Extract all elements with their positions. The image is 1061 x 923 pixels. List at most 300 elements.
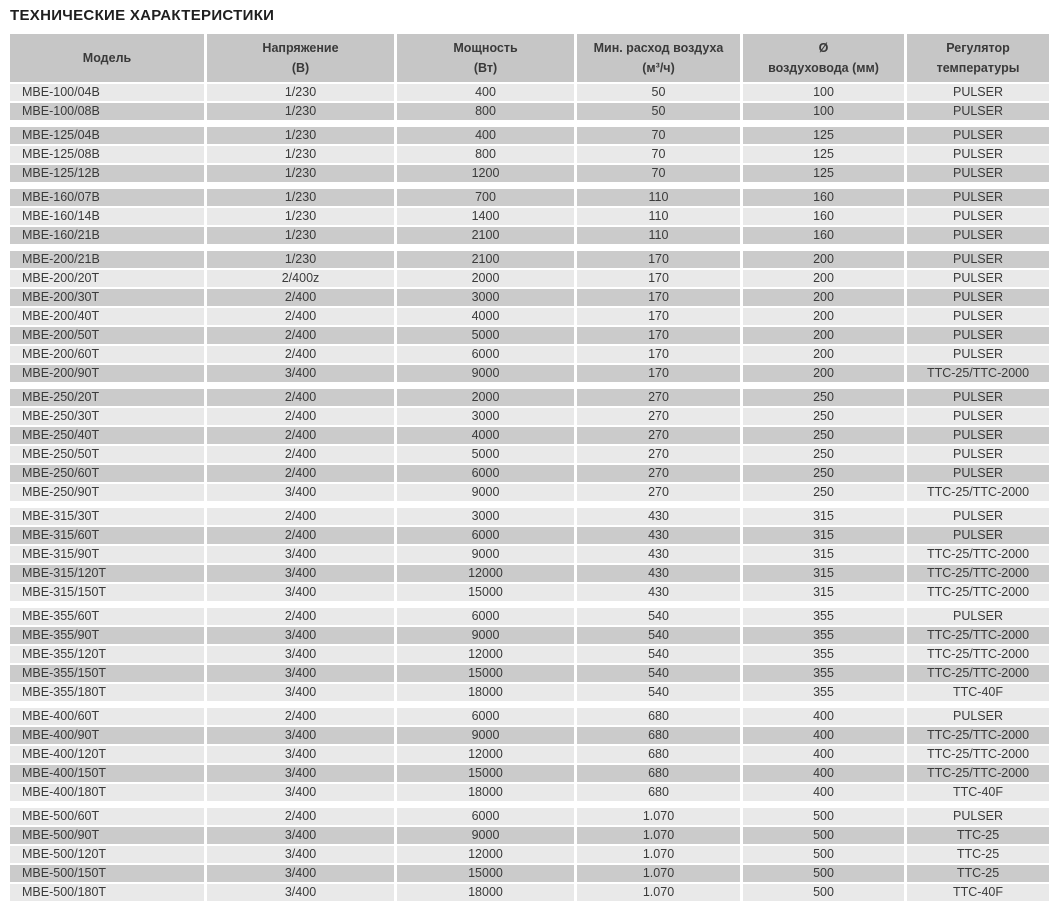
cell-power: 15000 [397,865,574,882]
cell-airflow: 680 [577,784,740,801]
cell-voltage: 2/400 [207,608,394,625]
cell-diameter: 200 [743,308,904,325]
cell-power: 18000 [397,884,574,901]
model-group-MBE-355 [10,608,1050,701]
cell-regulator: TTC-25/TTC-2000 [907,627,1049,644]
cell-airflow: 110 [577,208,740,225]
cell-regulator: TTC-25/TTC-2000 [907,727,1049,744]
table-row [10,846,1050,863]
cell-airflow: 540 [577,684,740,701]
cell-regulator: TTC-25/TTC-2000 [907,665,1049,682]
cell-diameter: 355 [743,627,904,644]
cell-voltage: 1/230 [207,227,394,244]
cell-regulator: PULSER [907,165,1049,182]
cell-power: 2000 [397,389,574,406]
table-row [10,84,1050,101]
page-title: ТЕХНИЧЕСКИЕ ХАРАКТЕРИСТИКИ [10,7,275,24]
cell-voltage: 1/230 [207,146,394,163]
cell-regulator: TTC-25/TTC-2000 [907,365,1049,382]
cell-model: MBE-500/150T [10,865,204,882]
cell-airflow: 170 [577,289,740,306]
cell-regulator: TTC-40F [907,884,1049,901]
cell-diameter: 250 [743,427,904,444]
cell-power: 400 [397,127,574,144]
cell-airflow: 110 [577,227,740,244]
cell-voltage: 2/400 [207,408,394,425]
cell-regulator: TTC-25 [907,827,1049,844]
cell-diameter: 500 [743,884,904,901]
cell-airflow: 270 [577,389,740,406]
cell-diameter: 500 [743,827,904,844]
table-row [10,127,1050,144]
cell-model: MBE-400/60T [10,708,204,725]
cell-airflow: 680 [577,765,740,782]
cell-airflow: 540 [577,665,740,682]
cell-diameter: 250 [743,408,904,425]
cell-model: MBE-315/30T [10,508,204,525]
column-header-line: (Вт) [473,61,498,75]
cell-model: MBE-200/20T [10,270,204,287]
model-group-MBE-160 [10,189,1050,244]
cell-regulator: PULSER [907,708,1049,725]
cell-diameter: 200 [743,365,904,382]
cell-power: 9000 [397,484,574,501]
cell-model: MBE-200/50T [10,327,204,344]
table-header [10,34,1050,82]
cell-diameter: 315 [743,508,904,525]
cell-diameter: 200 [743,327,904,344]
cell-airflow: 540 [577,608,740,625]
cell-voltage: 3/400 [207,846,394,863]
cell-model: MBE-100/08B [10,103,204,120]
table-row [10,708,1050,725]
cell-airflow: 270 [577,446,740,463]
cell-power: 15000 [397,765,574,782]
table-row [10,146,1050,163]
cell-airflow: 170 [577,346,740,363]
cell-regulator: PULSER [907,251,1049,268]
cell-diameter: 160 [743,208,904,225]
cell-airflow: 1.070 [577,865,740,882]
model-group-MBE-125 [10,127,1050,182]
cell-regulator: TTC-25/TTC-2000 [907,765,1049,782]
cell-power: 1200 [397,165,574,182]
column-header-voltage [207,34,394,82]
cell-voltage: 2/400 [207,446,394,463]
cell-regulator: PULSER [907,270,1049,287]
cell-model: MBE-125/08B [10,146,204,163]
table-row [10,365,1050,382]
table-row [10,565,1050,582]
cell-voltage: 1/230 [207,127,394,144]
cell-power: 2100 [397,227,574,244]
cell-voltage: 1/230 [207,103,394,120]
cell-voltage: 3/400 [207,665,394,682]
cell-model: MBE-250/90T [10,484,204,501]
cell-airflow: 1.070 [577,827,740,844]
cell-model: MBE-400/90T [10,727,204,744]
cell-model: MBE-315/150T [10,584,204,601]
table-row [10,427,1050,444]
cell-airflow: 270 [577,465,740,482]
cell-airflow: 1.070 [577,884,740,901]
cell-airflow: 170 [577,270,740,287]
cell-voltage: 2/400 [207,327,394,344]
column-header-line: Регулятор [946,41,1010,55]
cell-model: MBE-500/120T [10,846,204,863]
cell-voltage: 3/400 [207,627,394,644]
column-header-line: (м³/ч) [642,61,675,75]
cell-model: MBE-250/40T [10,427,204,444]
cell-regulator: PULSER [907,327,1049,344]
cell-diameter: 250 [743,484,904,501]
cell-diameter: 160 [743,189,904,206]
cell-voltage: 1/230 [207,165,394,182]
cell-model: MBE-100/04B [10,84,204,101]
cell-airflow: 540 [577,627,740,644]
cell-airflow: 1.070 [577,808,740,825]
model-group-MBE-315 [10,508,1050,601]
column-header-line: Ø [818,41,829,55]
cell-model: MBE-200/90T [10,365,204,382]
table-row [10,346,1050,363]
table-row [10,327,1050,344]
cell-voltage: 2/400 [207,508,394,525]
model-group-MBE-250 [10,389,1050,501]
cell-diameter: 315 [743,584,904,601]
cell-power: 5000 [397,327,574,344]
cell-diameter: 125 [743,165,904,182]
cell-model: MBE-125/12B [10,165,204,182]
cell-diameter: 355 [743,608,904,625]
cell-voltage: 3/400 [207,484,394,501]
column-header-line: Модель [82,51,132,65]
cell-diameter: 400 [743,765,904,782]
cell-diameter: 160 [743,227,904,244]
cell-model: MBE-500/90T [10,827,204,844]
cell-regulator: PULSER [907,103,1049,120]
cell-diameter: 250 [743,465,904,482]
cell-diameter: 100 [743,84,904,101]
cell-voltage: 1/230 [207,84,394,101]
cell-voltage: 2/400 [207,427,394,444]
cell-power: 9000 [397,727,574,744]
cell-airflow: 430 [577,565,740,582]
cell-voltage: 3/400 [207,546,394,563]
cell-power: 12000 [397,846,574,863]
table-row [10,465,1050,482]
column-header-line: Мин. расход воздуха [593,41,724,55]
cell-airflow: 1.070 [577,846,740,863]
cell-power: 15000 [397,584,574,601]
cell-power: 800 [397,146,574,163]
cell-voltage: 2/400 [207,389,394,406]
cell-airflow: 270 [577,427,740,444]
column-header-line: Мощность [453,41,518,55]
cell-model: MBE-160/14B [10,208,204,225]
cell-model: MBE-355/150T [10,665,204,682]
cell-diameter: 355 [743,665,904,682]
cell-airflow: 430 [577,527,740,544]
table-row [10,865,1050,882]
cell-power: 9000 [397,546,574,563]
cell-regulator: PULSER [907,389,1049,406]
table-row [10,627,1050,644]
table-row [10,546,1050,563]
cell-regulator: PULSER [907,227,1049,244]
cell-airflow: 430 [577,546,740,563]
cell-diameter: 200 [743,251,904,268]
model-group-MBE-100 [10,84,1050,120]
cell-airflow: 170 [577,365,740,382]
cell-model: MBE-250/20T [10,389,204,406]
cell-airflow: 430 [577,584,740,601]
cell-voltage: 3/400 [207,827,394,844]
cell-power: 400 [397,84,574,101]
cell-model: MBE-200/30T [10,289,204,306]
table-row [10,684,1050,701]
cell-regulator: PULSER [907,208,1049,225]
cell-voltage: 2/400 [207,808,394,825]
table-row [10,884,1050,901]
cell-regulator: PULSER [907,289,1049,306]
table-row [10,608,1050,625]
table-row [10,484,1050,501]
cell-power: 2000 [397,270,574,287]
model-group-MBE-500 [10,808,1050,901]
table-row [10,103,1050,120]
cell-airflow: 170 [577,308,740,325]
cell-model: MBE-400/120T [10,746,204,763]
model-group-MBE-400 [10,708,1050,801]
table-row [10,808,1050,825]
cell-model: MBE-315/60T [10,527,204,544]
cell-airflow: 680 [577,727,740,744]
cell-diameter: 355 [743,684,904,701]
table-row [10,189,1050,206]
cell-voltage: 3/400 [207,684,394,701]
cell-voltage: 3/400 [207,865,394,882]
cell-power: 6000 [397,527,574,544]
cell-model: MBE-200/60T [10,346,204,363]
column-header-regulator [907,34,1049,82]
cell-voltage: 3/400 [207,784,394,801]
cell-voltage: 1/230 [207,251,394,268]
cell-power: 3000 [397,289,574,306]
cell-diameter: 400 [743,784,904,801]
cell-power: 6000 [397,608,574,625]
cell-diameter: 315 [743,527,904,544]
cell-power: 4000 [397,308,574,325]
cell-regulator: PULSER [907,508,1049,525]
table-row [10,784,1050,801]
cell-diameter: 315 [743,565,904,582]
cell-regulator: PULSER [907,808,1049,825]
cell-diameter: 355 [743,646,904,663]
cell-diameter: 400 [743,708,904,725]
cell-diameter: 315 [743,546,904,563]
column-header-airflow [577,34,740,82]
cell-model: MBE-315/90T [10,546,204,563]
cell-airflow: 540 [577,646,740,663]
cell-airflow: 70 [577,127,740,144]
cell-voltage: 2/400 [207,708,394,725]
column-header-line: воздуховода (мм) [768,61,879,75]
cell-regulator: TTC-25/TTC-2000 [907,484,1049,501]
cell-model: MBE-500/180T [10,884,204,901]
table-row [10,446,1050,463]
cell-model: MBE-400/180T [10,784,204,801]
cell-power: 6000 [397,346,574,363]
cell-power: 6000 [397,808,574,825]
cell-diameter: 500 [743,846,904,863]
cell-regulator: PULSER [907,189,1049,206]
cell-regulator: PULSER [907,408,1049,425]
cell-model: MBE-355/120T [10,646,204,663]
cell-regulator: TTC-25 [907,865,1049,882]
cell-regulator: TTC-25/TTC-2000 [907,565,1049,582]
cell-airflow: 50 [577,84,740,101]
cell-model: MBE-355/180T [10,684,204,701]
cell-voltage: 3/400 [207,765,394,782]
cell-model: MBE-125/04B [10,127,204,144]
table-row [10,646,1050,663]
cell-airflow: 70 [577,165,740,182]
cell-power: 12000 [397,746,574,763]
cell-power: 2100 [397,251,574,268]
table-body [10,84,1050,901]
cell-power: 700 [397,189,574,206]
cell-voltage: 2/400 [207,289,394,306]
cell-airflow: 170 [577,251,740,268]
cell-model: MBE-315/120T [10,565,204,582]
cell-airflow: 270 [577,408,740,425]
column-header-power [397,34,574,82]
cell-power: 3000 [397,408,574,425]
cell-power: 15000 [397,665,574,682]
cell-regulator: PULSER [907,527,1049,544]
table-row [10,270,1050,287]
table-row [10,251,1050,268]
table-row [10,584,1050,601]
cell-diameter: 400 [743,727,904,744]
cell-diameter: 200 [743,346,904,363]
cell-model: MBE-160/21B [10,227,204,244]
cell-power: 9000 [397,365,574,382]
cell-regulator: PULSER [907,127,1049,144]
cell-diameter: 250 [743,389,904,406]
cell-power: 1400 [397,208,574,225]
cell-power: 6000 [397,465,574,482]
column-header-model [10,34,204,82]
table-row [10,165,1050,182]
cell-diameter: 200 [743,270,904,287]
cell-model: MBE-500/60T [10,808,204,825]
cell-regulator: PULSER [907,446,1049,463]
cell-regulator: TTC-25/TTC-2000 [907,584,1049,601]
cell-voltage: 3/400 [207,565,394,582]
cell-diameter: 500 [743,808,904,825]
cell-regulator: TTC-25/TTC-2000 [907,546,1049,563]
table-row [10,827,1050,844]
cell-voltage: 3/400 [207,746,394,763]
cell-regulator: TTC-40F [907,784,1049,801]
cell-airflow: 70 [577,146,740,163]
cell-voltage: 2/400 [207,465,394,482]
cell-model: MBE-250/60T [10,465,204,482]
table-row [10,665,1050,682]
cell-power: 12000 [397,646,574,663]
cell-voltage: 2/400 [207,527,394,544]
cell-model: MBE-160/07B [10,189,204,206]
cell-voltage: 3/400 [207,727,394,744]
spec-table [10,34,1050,901]
cell-model: MBE-400/150T [10,765,204,782]
cell-airflow: 680 [577,708,740,725]
column-header-line: Напряжение [262,41,339,55]
table-row [10,208,1050,225]
cell-regulator: TTC-25/TTC-2000 [907,646,1049,663]
cell-diameter: 400 [743,746,904,763]
cell-regulator: PULSER [907,427,1049,444]
table-row [10,389,1050,406]
table-row [10,765,1050,782]
cell-model: MBE-200/21B [10,251,204,268]
cell-regulator: PULSER [907,465,1049,482]
table-row [10,408,1050,425]
column-header-line: температуры [936,61,1020,75]
cell-power: 18000 [397,784,574,801]
model-group-MBE-200 [10,251,1050,382]
table-row [10,289,1050,306]
cell-voltage: 2/400 [207,308,394,325]
cell-airflow: 270 [577,484,740,501]
cell-airflow: 680 [577,746,740,763]
cell-voltage: 3/400 [207,365,394,382]
cell-airflow: 50 [577,103,740,120]
cell-regulator: PULSER [907,308,1049,325]
cell-diameter: 250 [743,446,904,463]
cell-voltage: 3/400 [207,884,394,901]
cell-regulator: PULSER [907,608,1049,625]
cell-power: 6000 [397,708,574,725]
table-row [10,727,1050,744]
cell-regulator: PULSER [907,146,1049,163]
table-row [10,227,1050,244]
table-row [10,308,1050,325]
cell-model: MBE-355/90T [10,627,204,644]
cell-power: 9000 [397,827,574,844]
cell-power: 5000 [397,446,574,463]
cell-diameter: 125 [743,127,904,144]
cell-power: 12000 [397,565,574,582]
cell-model: MBE-250/50T [10,446,204,463]
cell-diameter: 500 [743,865,904,882]
cell-voltage: 1/230 [207,208,394,225]
cell-power: 18000 [397,684,574,701]
cell-airflow: 430 [577,508,740,525]
cell-voltage: 3/400 [207,646,394,663]
cell-power: 3000 [397,508,574,525]
cell-model: MBE-355/60T [10,608,204,625]
cell-regulator: TTC-25/TTC-2000 [907,746,1049,763]
cell-airflow: 110 [577,189,740,206]
cell-voltage: 1/230 [207,189,394,206]
cell-diameter: 100 [743,103,904,120]
table-row [10,508,1050,525]
cell-regulator: TTC-40F [907,684,1049,701]
cell-diameter: 200 [743,289,904,306]
